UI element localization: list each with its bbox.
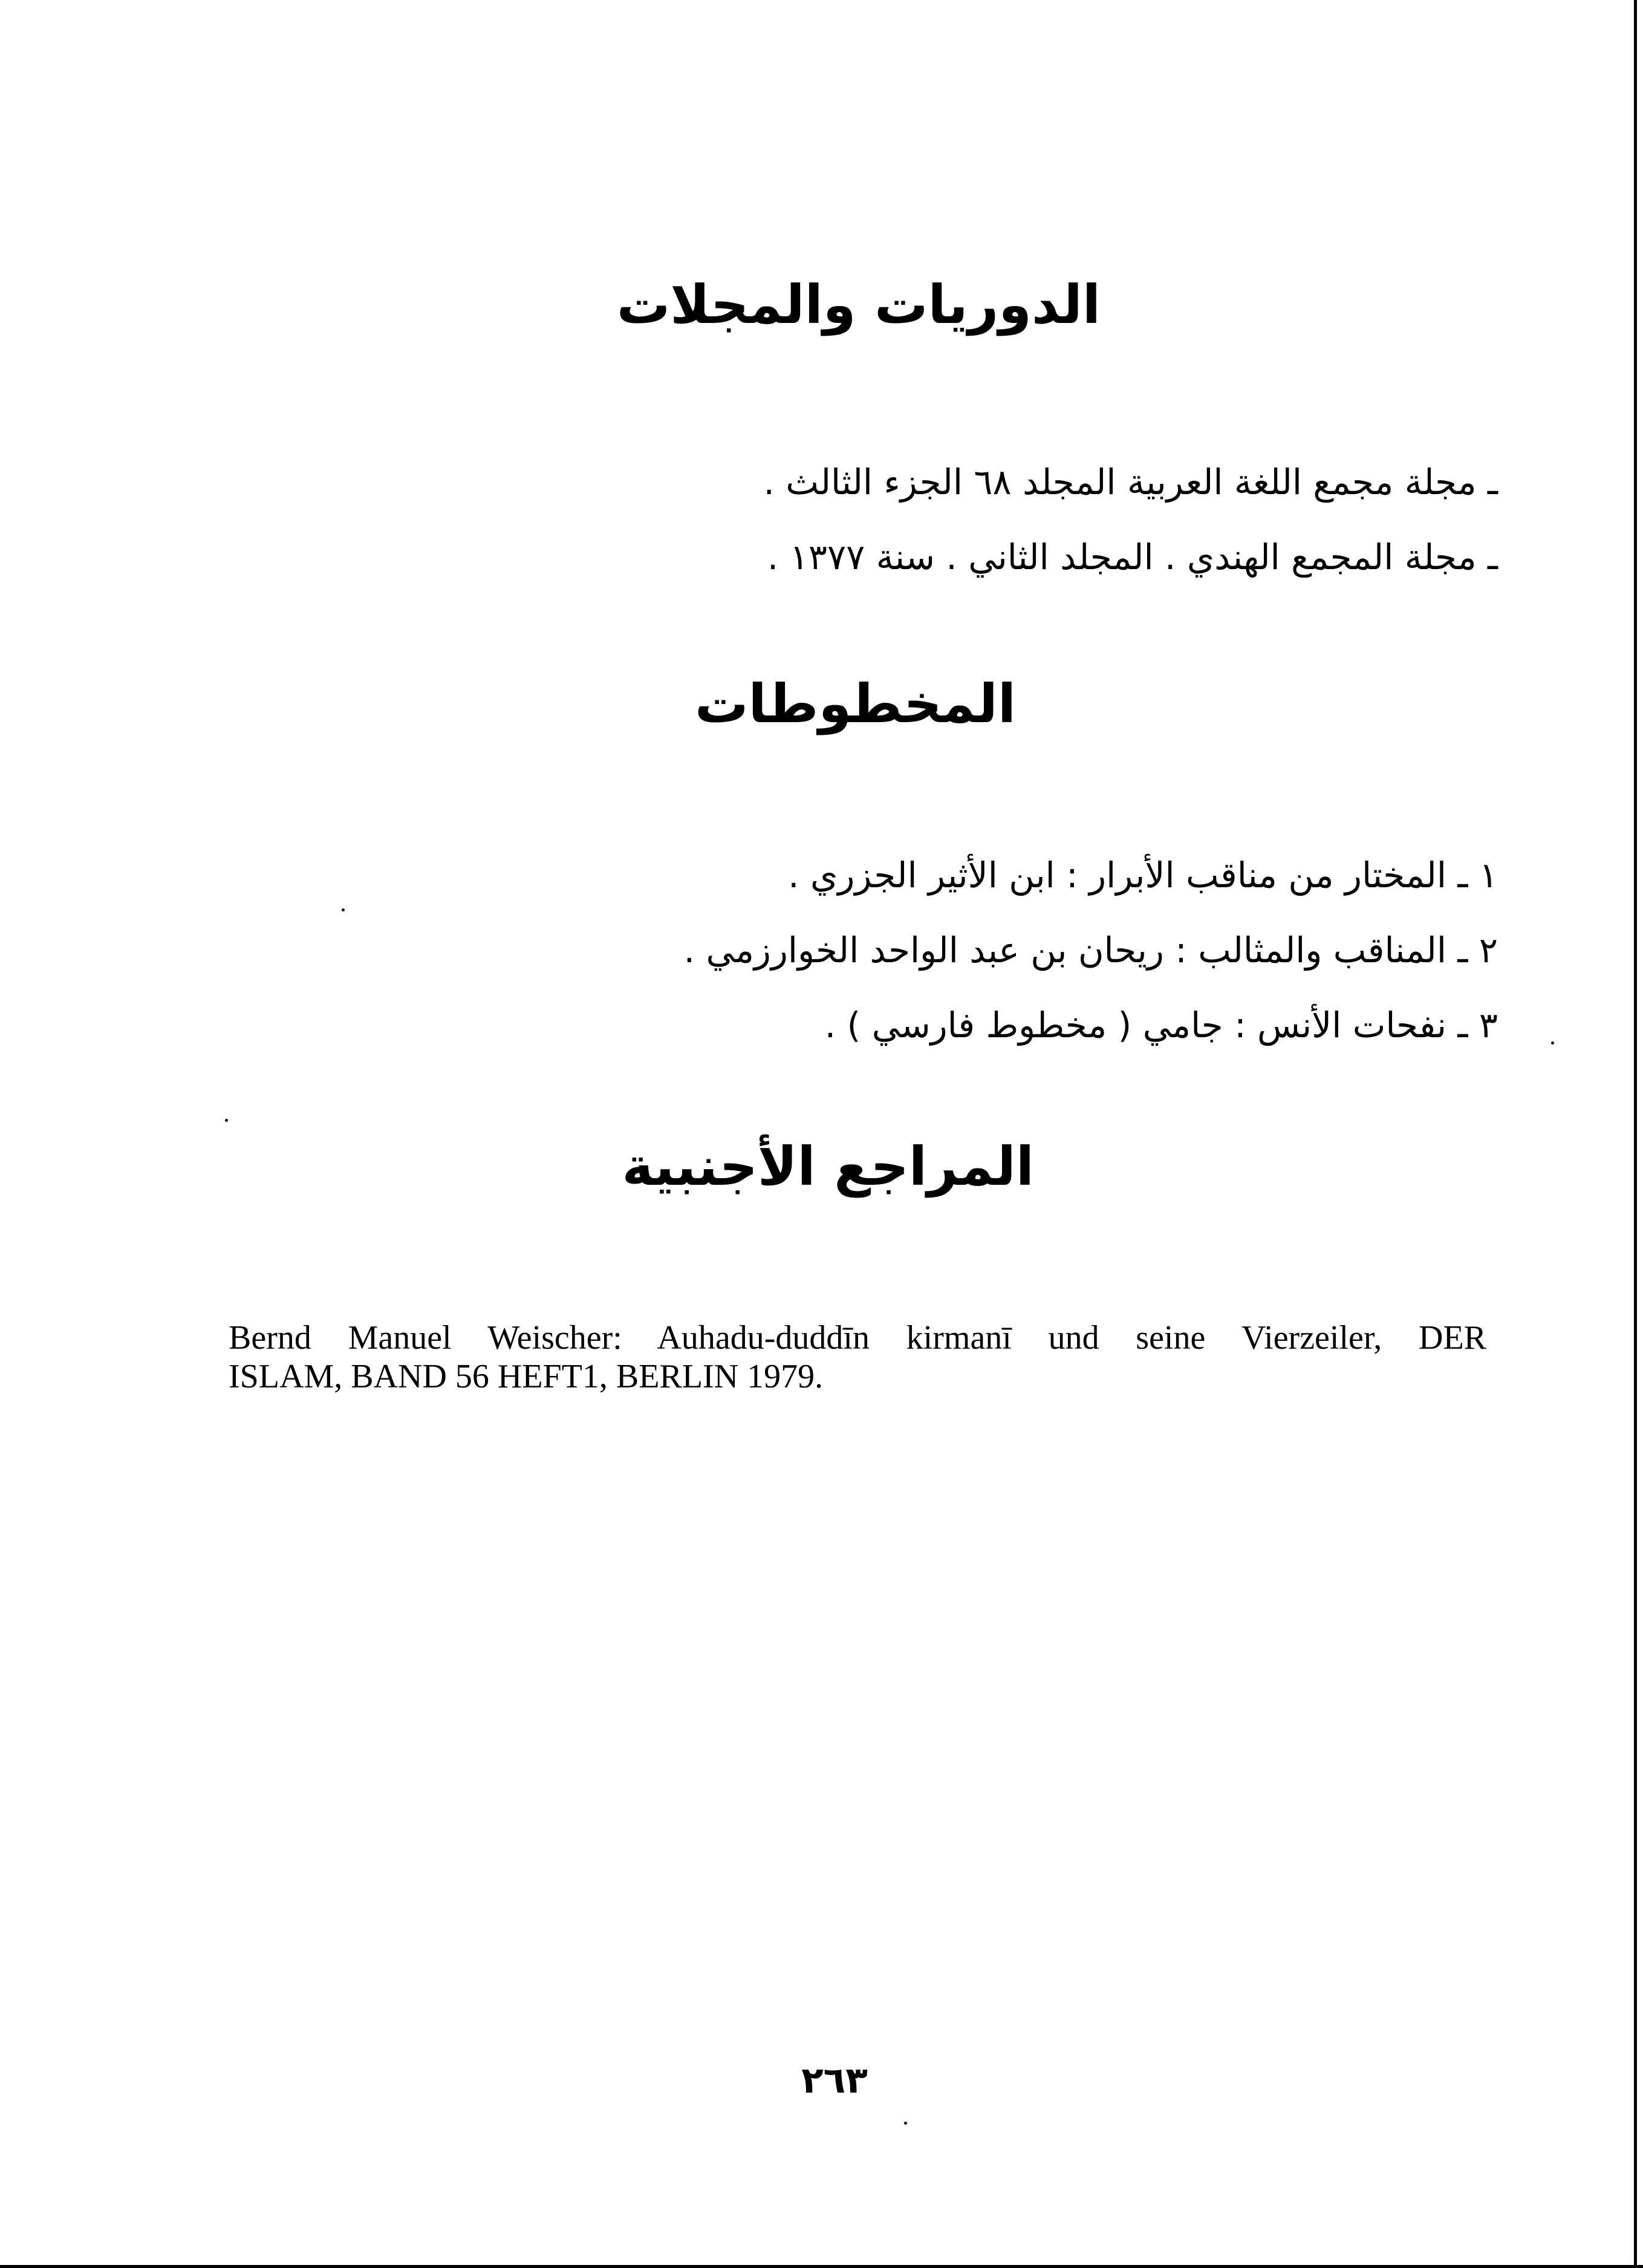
manuscript-item-3: ٣ ـ نفحات الأنس : جامي ( مخطوط فارسي ) . <box>824 1005 1498 1046</box>
page-edge-bottom <box>0 2265 1643 2268</box>
journal-item-1: ـ مجلة مجمع اللغة العربية المجلد ٦٨ الجزء الثالث . <box>763 461 1498 503</box>
manuscript-item-1: ١ ـ المختار من مناقب الأبرار : ابن الأثير الجزري . <box>788 855 1498 896</box>
journals-list <box>764 445 1498 595</box>
foreign-references-heading: المراجع الأجنبية <box>622 1135 1034 1198</box>
scan-speck <box>342 908 345 911</box>
foreign-reference-entry <box>229 1318 1486 1396</box>
journal-item-2: ـ مجلة المجمع الهندي . المجلد الثاني . سنة ١٣٧٧ . <box>767 536 1498 578</box>
foreign-reference-line-2: ISLAM, BAND 56 HEFT1, BERLIN 1979. <box>229 1358 824 1395</box>
page-edge-right <box>1634 0 1637 2268</box>
journals-heading: الدوريات والمجلات <box>616 273 1101 336</box>
scan-speck <box>225 1119 228 1122</box>
manuscripts-list <box>684 838 1498 1063</box>
scan-speck <box>1551 1041 1554 1044</box>
scan-speck <box>904 2122 907 2125</box>
manuscripts-heading: المخطوطات <box>695 673 1016 735</box>
manuscript-item-2: ٢ ـ المناقب والمثالب : ريحان بن عبد الواحد الخوارزمي . <box>683 930 1498 971</box>
foreign-reference-line-1: Bernd Manuel Weischer: Auhadu-duddīn kirmanī und seine Vierzeiler, DER <box>229 1319 1486 1357</box>
page-number: ٢٦٣ <box>801 2059 868 2102</box>
